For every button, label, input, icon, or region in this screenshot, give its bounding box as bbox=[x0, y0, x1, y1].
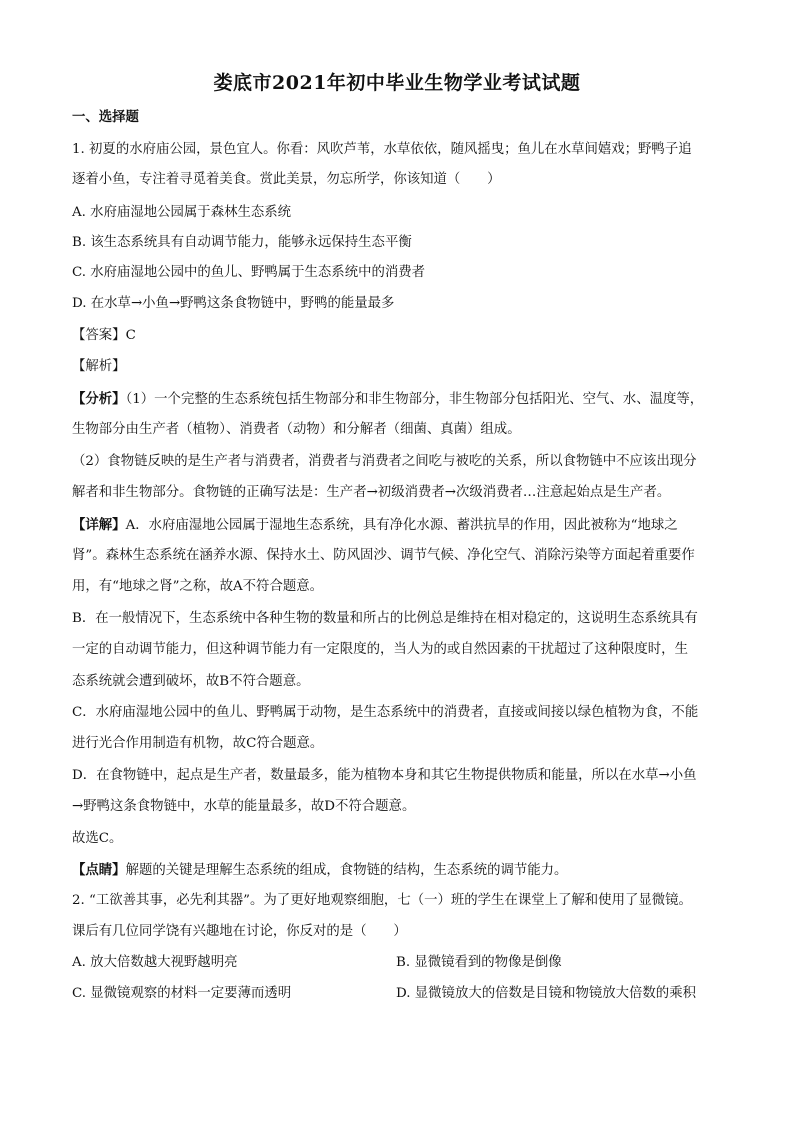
q1-fenxi-line1 bbox=[72, 389, 732, 410]
q2-option-a: A. 放大倍数越大视野越明亮 bbox=[72, 955, 238, 970]
dianjing-label: 【点睛】 bbox=[72, 862, 126, 878]
q1-option-c: C. 水府庙湿地公园中的鱼儿、野鸭属于生态系统中的消费者 bbox=[72, 265, 426, 280]
q1-xiangjie-d-line1: D．在食物链中，起点是生产者，数量最多，能为植物本身和其它生物提供物质和能量，所以在水草→小鱼 bbox=[72, 768, 697, 783]
q1-dianjing bbox=[72, 860, 732, 881]
q1-xiangjie-a-line3: 用，有“地球之肾”之称，故A不符合题意。 bbox=[72, 579, 324, 594]
q1-conclusion: 故选C。 bbox=[72, 831, 123, 846]
q1-xiangjie-b-line3: 态系统就会遭到破坏，故B不符合题意。 bbox=[72, 674, 310, 689]
q1-xiangjie-d-line2: →野鸭这条食物链中，水草的能量最多，故D不符合题意。 bbox=[72, 799, 416, 814]
q2-option-b: B. 显微镜看到的物像是倒像 bbox=[396, 955, 562, 970]
dianjing-text: 解题的关键是理解生态系统的组成，食物链的结构，生态系统的调节能力。 bbox=[125, 863, 568, 878]
q1-fenxi-line3: （2）食物链反映的是生产者与消费者，消费者与消费者之间吃与被吃的关系，所以食物链中不应该出现分 bbox=[72, 454, 697, 469]
q2-option-c: C. 显微镜观察的材料一定要薄而透明 bbox=[72, 986, 292, 1001]
q1-stem-line1: 1. 初夏的水府庙公园，景色宜人。你看：风吹芦苇，水草依依，随风摇曳；鱼儿在水草间嬉戏；野鸭子追 bbox=[72, 142, 692, 157]
answer-value: C bbox=[125, 328, 136, 343]
q1-fenxi-line4: 解者和非生物部分。食物链的正确写法是：生产者→初级消费者→次级消费者…注意起始点是生产者。 bbox=[72, 485, 671, 500]
q1-option-d: D. 在水草→小鱼→野鸭这条食物链中，野鸭的能量最多 bbox=[72, 296, 395, 311]
fenxi-text: （1）一个完整的生态系统包括生物部分和非生物部分，非生物部分包括阳光、空气、水、温度等， bbox=[125, 392, 704, 407]
answer-label: 【答案】 bbox=[72, 328, 126, 343]
q1-stem-line2: 逐着小鱼，专注着寻觅着美食。赏此美景，勿忘所学，你该知道（ ） bbox=[72, 172, 501, 187]
q1-xiangjie-c-line2: 进行光合作用制造有机物，故C符合题意。 bbox=[72, 736, 324, 751]
q1-xiangjie-b-line2: 一定的自动调节能力，但这种调节能力有一定限度的，当人为的或自然因素的干扰超过了这种限度时，生 bbox=[72, 642, 688, 657]
q1-fenxi-line2: 生物部分由生产者（植物）、消费者（动物）和分解者（细菌、真菌）组成。 bbox=[72, 422, 521, 437]
q1-option-a: A. 水府庙湿地公园属于森林生态系统 bbox=[72, 205, 292, 220]
q2-option-d: D. 显微镜放大的倍数是目镜和物镜放大倍数的乘积 bbox=[396, 986, 696, 1001]
q2-stem-line1: 2. “工欲善其事，必先利其器”。为了更好地观察细胞，七（一）班的学生在课堂上了解和使用了显微镜。 bbox=[72, 893, 692, 908]
fenxi-label: 【分析】 bbox=[72, 391, 126, 407]
xiangjie-a-text: A．水府庙湿地公园属于湿地生态系统，具有净化水源、蓄洪抗旱的作用，因此被称为“地球之 bbox=[125, 518, 678, 533]
xiangjie-label: 【详解】 bbox=[72, 517, 126, 533]
q2-stem-line2: 课后有几位同学饶有兴趣地在讨论，你反对的是（ ） bbox=[72, 924, 407, 939]
page-title: 娄底市2021年初中毕业生物学业考试试题 bbox=[213, 72, 581, 94]
q1-xiangjie-a-line2: 肾”。森林生态系统在涵养水源、保持水土、防风固沙、调节气候、净化空气、消除污染等方面起着重要作 bbox=[72, 548, 695, 563]
q1-answer bbox=[72, 326, 732, 346]
q1-xiangjie-c-line1: C．水府庙湿地公园中的鱼儿、野鸭属于动物，是生态系统中的消费者，直接或间接以绿色植物为食，不能 bbox=[72, 705, 699, 720]
q1-option-b: B. 该生态系统具有自动调节能力，能够永远保持生态平衡 bbox=[72, 235, 412, 250]
q1-xiangjie-b-line1: B．在一般情况下，生态系统中各种生物的数量和所占的比例总是维持在相对稳定的，这说明生态系统具有 bbox=[72, 611, 698, 626]
section-heading: 一、选择题 bbox=[72, 109, 139, 125]
q1-analysis-label: 【解析】 bbox=[72, 359, 126, 374]
q1-xiangjie-a-line1 bbox=[72, 515, 732, 536]
